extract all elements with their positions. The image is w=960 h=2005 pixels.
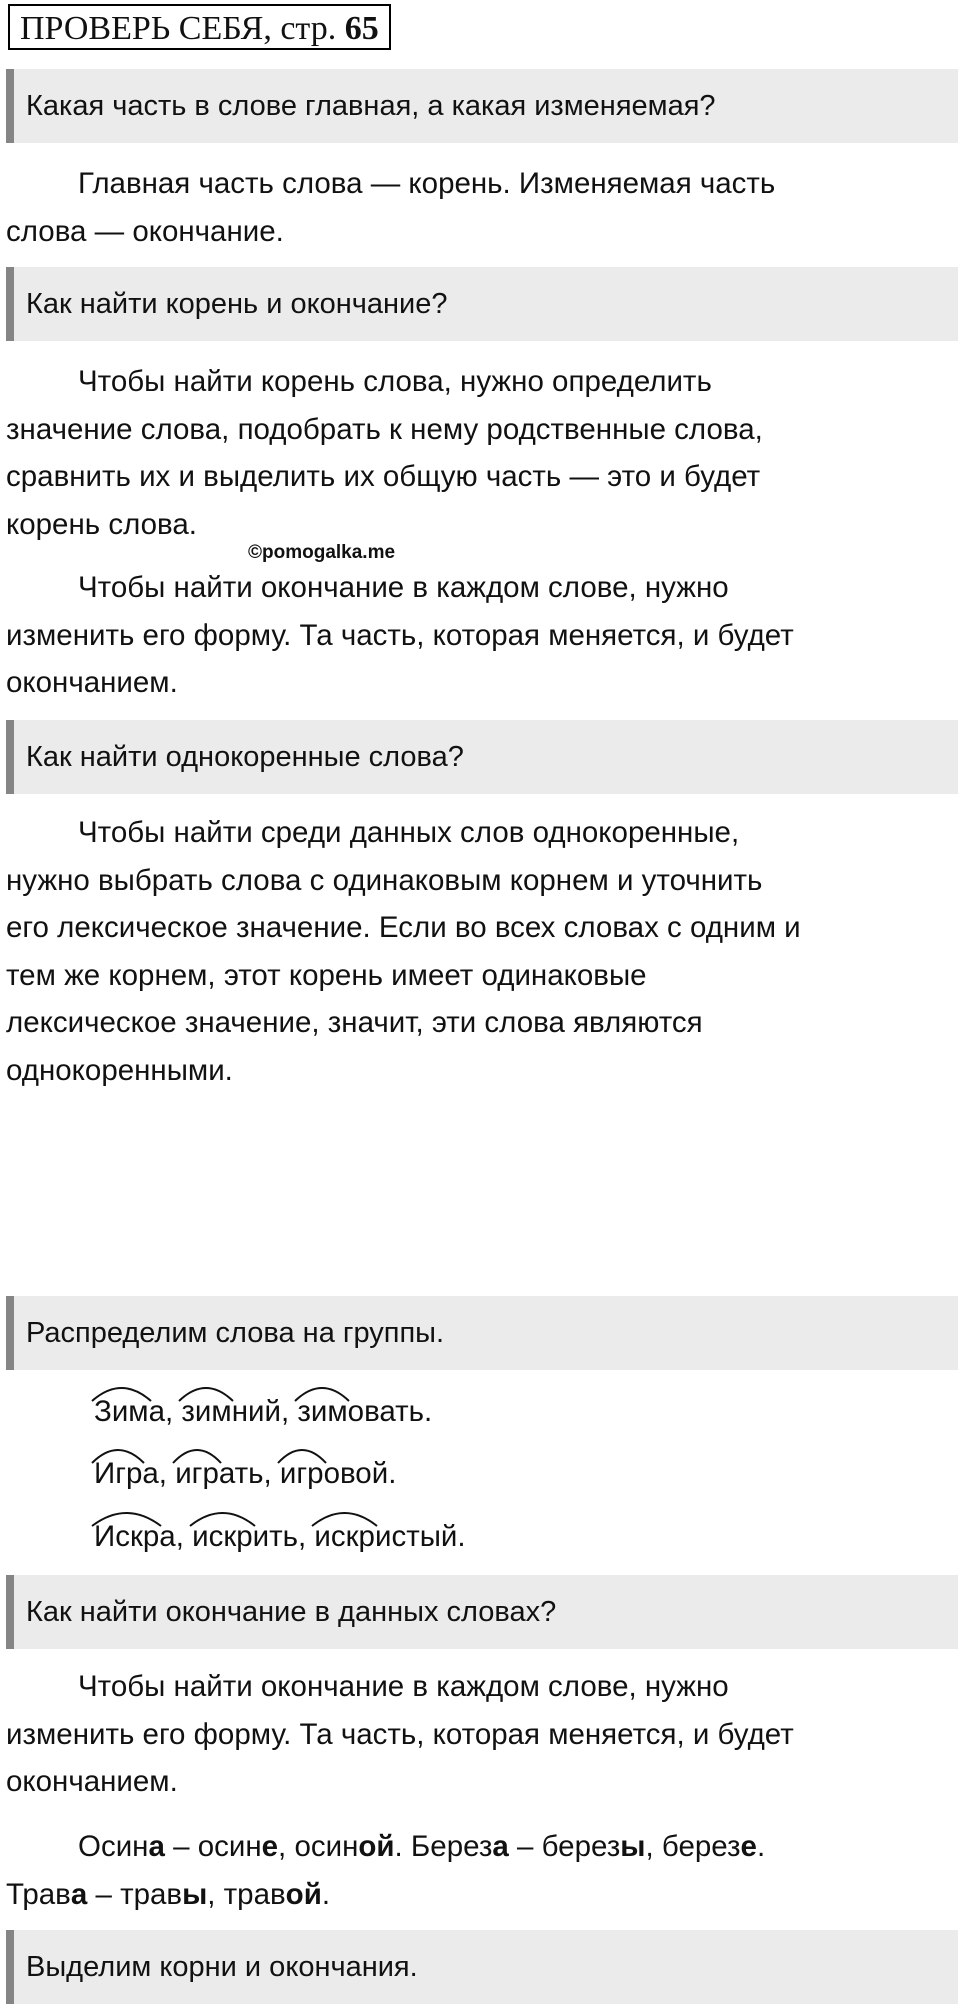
example-line-1 <box>6 1823 946 1871</box>
root-arc-icon <box>293 1381 351 1403</box>
word-group-2 <box>94 1452 396 1496</box>
word-separator: . <box>424 1395 433 1428</box>
root-arc-icon <box>90 1506 163 1528</box>
word-group-3 <box>94 1515 466 1559</box>
example-text: Осин <box>78 1830 149 1863</box>
word-ending: ой <box>285 1877 322 1911</box>
example-text: . Берез <box>394 1830 493 1863</box>
question-1: Какая часть в слове главная, а какая изменяемая? <box>6 69 958 143</box>
word-ending: ы <box>182 1877 208 1911</box>
word-root: игр <box>175 1452 219 1496</box>
word <box>94 1395 165 1428</box>
word-separator: , <box>165 1395 182 1428</box>
question-5: Как найти окончание в данных словах? <box>6 1575 958 1649</box>
word-ending: а <box>70 1877 88 1911</box>
word-rest: овать <box>347 1395 425 1428</box>
root-arc-icon <box>276 1443 328 1465</box>
text-line: Чтобы найти окончание в каждом слове, нужно <box>78 1670 729 1703</box>
example-text: . <box>321 1877 331 1911</box>
word-root: зим <box>297 1390 347 1434</box>
word-rest: ний <box>231 1395 281 1428</box>
example-text: – трав <box>87 1877 183 1911</box>
word-separator: . <box>457 1520 466 1553</box>
text-line: лексическое значение, значит, эти слова являются <box>6 1006 703 1039</box>
answer-3 <box>6 809 946 1094</box>
word-rest: овой <box>323 1457 389 1490</box>
title-text: ПРОВЕРЬ СЕБЯ, стр. <box>20 10 337 47</box>
root-arc-icon <box>90 1381 153 1403</box>
word-separator: , <box>298 1520 315 1553</box>
text-line: изменить его форму. Та часть, которая меняется, и будет <box>6 618 794 652</box>
text-line: его лексическое значение. Если во всех словах с одним и <box>6 911 801 944</box>
word-root: Искр <box>94 1515 159 1559</box>
question-4: Распределим слова на группы. <box>6 1296 958 1370</box>
word-root: игр <box>280 1452 324 1496</box>
answer-2b <box>6 564 946 707</box>
text-line: сравнить их и выделить их общую часть — это и будет <box>6 460 761 493</box>
answer-1 <box>6 160 946 255</box>
word-root: искр <box>314 1515 375 1559</box>
word-ending: е <box>740 1830 757 1863</box>
question-2: Как найти корень и окончание? <box>6 267 958 341</box>
word <box>175 1457 263 1490</box>
text-line: слова — окончание. <box>6 214 284 248</box>
example-text: . <box>756 1830 766 1863</box>
text-line: Чтобы найти среди данных слов однокоренные, <box>78 816 740 849</box>
text-line: Чтобы найти корень слова, нужно определить <box>78 365 712 398</box>
root-arc-icon <box>188 1506 257 1528</box>
word-rest: ить <box>252 1520 299 1553</box>
word-ending: а <box>148 1830 165 1863</box>
watermark: ©pomogalka.me <box>248 542 396 563</box>
word-group-1 <box>94 1390 432 1434</box>
word-root: Игр <box>94 1452 142 1496</box>
word-rest: а <box>159 1520 176 1553</box>
question-6: Выделим корни и окончания. <box>6 1930 958 2004</box>
word <box>181 1395 281 1428</box>
word-separator: . <box>388 1457 397 1490</box>
page-number: 65 <box>344 10 379 47</box>
word-rest: истый <box>374 1520 458 1553</box>
word <box>94 1520 176 1553</box>
word-ending: е <box>261 1830 279 1863</box>
text-line: тем же корнем, этот корень имеет одинаковые <box>6 958 647 992</box>
word <box>94 1457 159 1490</box>
text-line: нужно выбрать слова с одинаковым корнем и уточнить <box>6 863 763 897</box>
word-ending: ы <box>620 1830 646 1863</box>
word-root: Зим <box>94 1390 149 1434</box>
word-ending: а <box>492 1830 509 1863</box>
question-3: Как найти однокоренные слова? <box>6 720 958 794</box>
text-line: Главная часть слова — корень. Изменяемая часть <box>78 167 776 200</box>
word-separator: , <box>263 1457 280 1490</box>
text-line: значение слова, подобрать к нему родственные слова, <box>6 412 763 446</box>
word <box>314 1520 457 1553</box>
examples-5 <box>6 1823 946 1918</box>
word <box>192 1520 298 1553</box>
answer-2a <box>6 358 946 548</box>
text-line: окончанием. <box>6 666 178 699</box>
word-root: зим <box>181 1390 231 1434</box>
word-ending: ой <box>358 1830 395 1863</box>
word <box>297 1395 424 1428</box>
page-title <box>8 4 391 50</box>
example-text: Трав <box>6 1877 71 1911</box>
root-arc-icon <box>90 1443 146 1465</box>
text-line: корень слова. <box>6 507 197 541</box>
example-text: , трав <box>207 1877 286 1911</box>
answer-5 <box>6 1663 946 1806</box>
root-arc-icon <box>310 1506 379 1528</box>
word <box>280 1457 388 1490</box>
text-line: окончанием. <box>6 1765 178 1798</box>
example-text: , осин <box>278 1830 359 1863</box>
text-line: однокоренными. <box>6 1053 233 1087</box>
root-arc-icon <box>171 1443 223 1465</box>
word-rest: а <box>148 1395 165 1428</box>
example-text: – берез <box>508 1830 621 1863</box>
word-rest: а <box>142 1457 159 1490</box>
word-separator: , <box>175 1520 193 1553</box>
text-line: Чтобы найти окончание в каждом слове, нужно <box>78 571 729 604</box>
word-root: искр <box>192 1515 253 1559</box>
example-line-2 <box>6 1871 946 1919</box>
example-text: – осин <box>164 1830 262 1863</box>
word-separator: , <box>280 1395 298 1428</box>
root-arc-icon <box>177 1381 235 1403</box>
example-text: , берез <box>645 1830 741 1863</box>
text-line: изменить его форму. Та часть, которая меняется, и будет <box>6 1717 794 1751</box>
word-rest: ать <box>218 1457 264 1490</box>
word-separator: , <box>158 1457 176 1490</box>
